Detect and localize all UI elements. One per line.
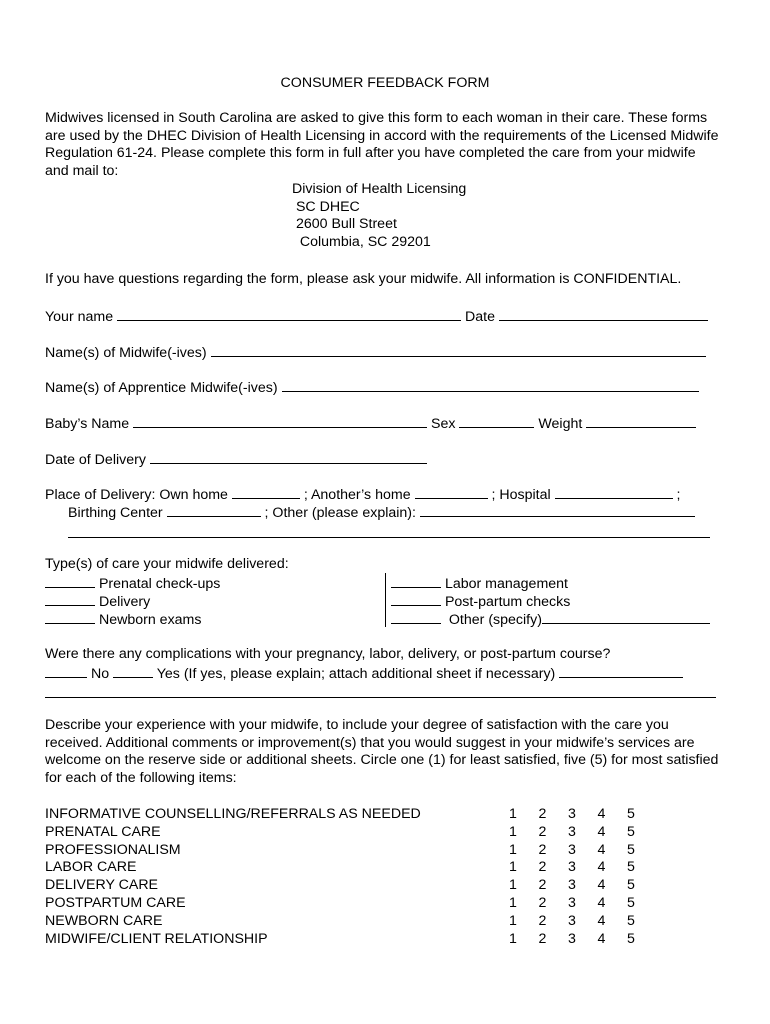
complications-explain-line-2[interactable] — [45, 697, 716, 698]
rating-5[interactable]: 5 — [627, 841, 635, 858]
rating-3[interactable]: 3 — [568, 912, 576, 929]
postpartum-label: Post-partum checks — [444, 593, 571, 610]
address-line-3: 2600 Bull Street — [292, 216, 397, 233]
rating-3[interactable]: 3 — [568, 841, 576, 858]
rating-4[interactable]: 4 — [597, 912, 606, 929]
rating-3[interactable]: 3 — [568, 823, 576, 840]
care-type-item — [45, 592, 220, 610]
apprentice-row — [45, 378, 699, 398]
rating-4[interactable]: 4 — [597, 841, 606, 858]
your-name-field[interactable] — [117, 307, 461, 321]
rating-4[interactable]: 4 — [597, 859, 606, 876]
other-specify-label: Other (specify) — [444, 611, 542, 628]
rating-1[interactable]: 1 — [509, 894, 517, 911]
place-label: Place of Delivery: Own home — [45, 487, 228, 503]
care-types-left — [45, 574, 220, 627]
rating-3[interactable]: 3 — [568, 806, 576, 822]
birthing-center-label: Birthing Center — [68, 505, 163, 521]
rating-2[interactable]: 2 — [538, 806, 547, 822]
anothers-home-label: ; Another’s home — [303, 487, 411, 503]
baby-row — [45, 414, 696, 434]
your-name-label: Your name — [45, 309, 114, 325]
care-type-item — [45, 610, 220, 628]
no-blank[interactable] — [45, 664, 87, 678]
care-types-divider — [385, 573, 386, 627]
rating-1[interactable]: 1 — [509, 806, 517, 822]
apprentice-label: Name(s) of Apprentice Midwife(-ives) — [45, 380, 278, 396]
form-title: CONSUMER FEEDBACK FORM — [280, 75, 490, 91]
rating-row — [45, 824, 685, 842]
rating-5[interactable]: 5 — [627, 894, 635, 911]
delivery-date-label: Date of Delivery — [45, 452, 146, 468]
rating-label: PROFESSIONALISM — [45, 841, 181, 858]
mailing-address — [292, 181, 466, 252]
rating-row — [45, 931, 685, 949]
weight-field[interactable] — [586, 414, 696, 428]
care-type-item — [391, 574, 710, 592]
ratings-table — [45, 806, 685, 948]
address-line-2: SC DHEC — [292, 198, 360, 215]
other-explain-label: ; Other (please explain): — [264, 505, 416, 521]
delivery-label: Delivery — [98, 593, 151, 610]
rating-label: LABOR CARE — [45, 859, 137, 876]
prenatal-label: Prenatal check-ups — [98, 576, 221, 592]
rating-scale — [509, 931, 657, 949]
hospital-field[interactable] — [555, 485, 673, 499]
labor-blank[interactable] — [391, 574, 441, 588]
rating-scale — [509, 877, 657, 895]
rating-row — [45, 842, 685, 860]
delivery-date-field[interactable] — [150, 450, 427, 464]
care-type-item — [391, 610, 710, 628]
rating-1[interactable]: 1 — [509, 823, 517, 840]
rating-scale — [509, 806, 657, 824]
labor-label: Labor management — [444, 576, 568, 592]
rating-2[interactable]: 2 — [538, 912, 547, 929]
rating-2[interactable]: 2 — [538, 930, 547, 947]
other-explain-field[interactable] — [420, 503, 695, 517]
rating-5[interactable]: 5 — [627, 930, 635, 947]
rating-2[interactable]: 2 — [538, 859, 547, 876]
care-types-heading: Type(s) of care your midwife delivered: — [45, 556, 289, 572]
midwife-label: Name(s) of Midwife(-ives) — [45, 345, 207, 361]
rating-2[interactable]: 2 — [538, 877, 547, 894]
name-date-row — [45, 307, 708, 327]
address-line-4: Columbia, SC 29201 — [292, 234, 431, 251]
rating-3[interactable]: 3 — [568, 859, 576, 876]
rating-scale — [509, 842, 657, 860]
sex-field[interactable] — [459, 414, 534, 428]
complications-row — [45, 664, 683, 684]
birthing-row — [68, 503, 695, 523]
apprentice-field[interactable] — [282, 378, 699, 392]
complications-question: Were there any complications with your pregnancy, labor, delivery, or post-partum course? — [45, 646, 611, 662]
newborn-label: Newborn exams — [98, 611, 202, 628]
rating-scale — [509, 824, 657, 842]
own-home-field[interactable] — [232, 485, 300, 499]
rating-label: NEWBORN CARE — [45, 912, 163, 929]
midwife-field[interactable] — [211, 343, 706, 357]
postpartum-blank[interactable] — [391, 592, 441, 606]
semicolon-text: ; — [676, 487, 681, 503]
place-row — [45, 485, 681, 505]
midwife-row — [45, 343, 706, 363]
rating-4[interactable]: 4 — [597, 877, 606, 894]
rating-1[interactable]: 1 — [509, 930, 517, 947]
rating-2[interactable]: 2 — [538, 894, 547, 911]
baby-name-label: Baby’s Name — [45, 416, 130, 432]
other-specify-field[interactable] — [542, 610, 710, 624]
birthing-center-field[interactable] — [167, 503, 261, 517]
rating-4[interactable]: 4 — [597, 894, 606, 911]
rating-5[interactable]: 5 — [627, 912, 635, 929]
rating-scale — [509, 913, 657, 931]
questions-note: If you have questions regarding the form, please ask your midwife. All information is CONFIDENTIAL. — [45, 271, 682, 287]
rating-5[interactable]: 5 — [627, 806, 635, 822]
rating-label: MIDWIFE/CLIENT RELATIONSHIP — [45, 930, 268, 947]
prenatal-blank[interactable] — [45, 574, 95, 588]
weight-label: Weight — [538, 416, 583, 432]
rating-5[interactable]: 5 — [627, 859, 635, 876]
care-type-item — [391, 592, 710, 610]
anothers-home-field[interactable] — [415, 485, 488, 499]
rating-1[interactable]: 1 — [509, 841, 517, 858]
rating-label: PRENATAL CARE — [45, 823, 161, 840]
sex-label: Sex — [431, 416, 456, 432]
rating-label: POSTPARTUM CARE — [45, 894, 186, 911]
date-label: Date — [465, 309, 495, 325]
rating-row — [45, 877, 685, 895]
rating-5[interactable]: 5 — [627, 823, 635, 840]
care-type-item — [45, 574, 220, 592]
intro-paragraph: Midwives licensed in South Carolina are asked to give this form to each woman in their care. These forms are used by the DHEC Division of Health Licensing in accord with the requirements of the Licensed Midwife Regulation 61-24. Please complete this form in full after you have completed the care from your midwife and mail to: — [45, 110, 719, 180]
rating-scale — [509, 859, 657, 877]
address-line-1: Division of Health Licensing — [292, 181, 467, 197]
no-label: No — [90, 666, 110, 682]
rating-row — [45, 913, 685, 931]
rating-3[interactable]: 3 — [568, 894, 576, 911]
rating-4[interactable]: 4 — [597, 806, 606, 822]
rating-2[interactable]: 2 — [538, 823, 547, 840]
delivery-blank[interactable] — [45, 592, 95, 606]
complications-explain-field[interactable] — [559, 664, 683, 678]
rating-row — [45, 806, 685, 824]
date-field[interactable] — [499, 307, 708, 321]
baby-name-field[interactable] — [133, 414, 427, 428]
rating-5[interactable]: 5 — [627, 877, 635, 894]
rating-1[interactable]: 1 — [509, 877, 517, 894]
rating-row — [45, 859, 685, 877]
newborn-blank[interactable] — [45, 610, 95, 624]
other-blank[interactable] — [391, 610, 441, 624]
rating-label: DELIVERY CARE — [45, 877, 159, 894]
rating-3[interactable]: 3 — [568, 930, 576, 947]
yes-blank[interactable] — [113, 664, 153, 678]
rating-3[interactable]: 3 — [568, 877, 576, 894]
rating-1[interactable]: 1 — [509, 859, 517, 876]
hospital-label: ; Hospital — [491, 487, 551, 503]
yes-label: Yes (If yes, please explain; attach additional sheet if necessary) — [156, 666, 556, 682]
other-explain-line-2[interactable] — [68, 537, 710, 538]
rating-1[interactable]: 1 — [509, 912, 517, 929]
rating-4[interactable]: 4 — [597, 823, 606, 840]
care-types-right — [391, 574, 710, 627]
rating-scale — [509, 895, 657, 913]
delivery-date-row — [45, 450, 427, 470]
rating-row — [45, 895, 685, 913]
describe-paragraph: Describe your experience with your midwife, to include your degree of satisfaction with the care you received. Additional comments or improvement(s) that you would suggest in your midwife’s services are welcome on the reserve side or additional sheets. Circle one (1) for least satisfied, five (5) for most satisfied for each of the following items: — [45, 717, 719, 787]
rating-label: INFORMATIVE COUNSELLING/REFERRALS AS NEEDED — [45, 806, 421, 822]
rating-4[interactable]: 4 — [597, 930, 606, 947]
rating-2[interactable]: 2 — [538, 841, 547, 858]
